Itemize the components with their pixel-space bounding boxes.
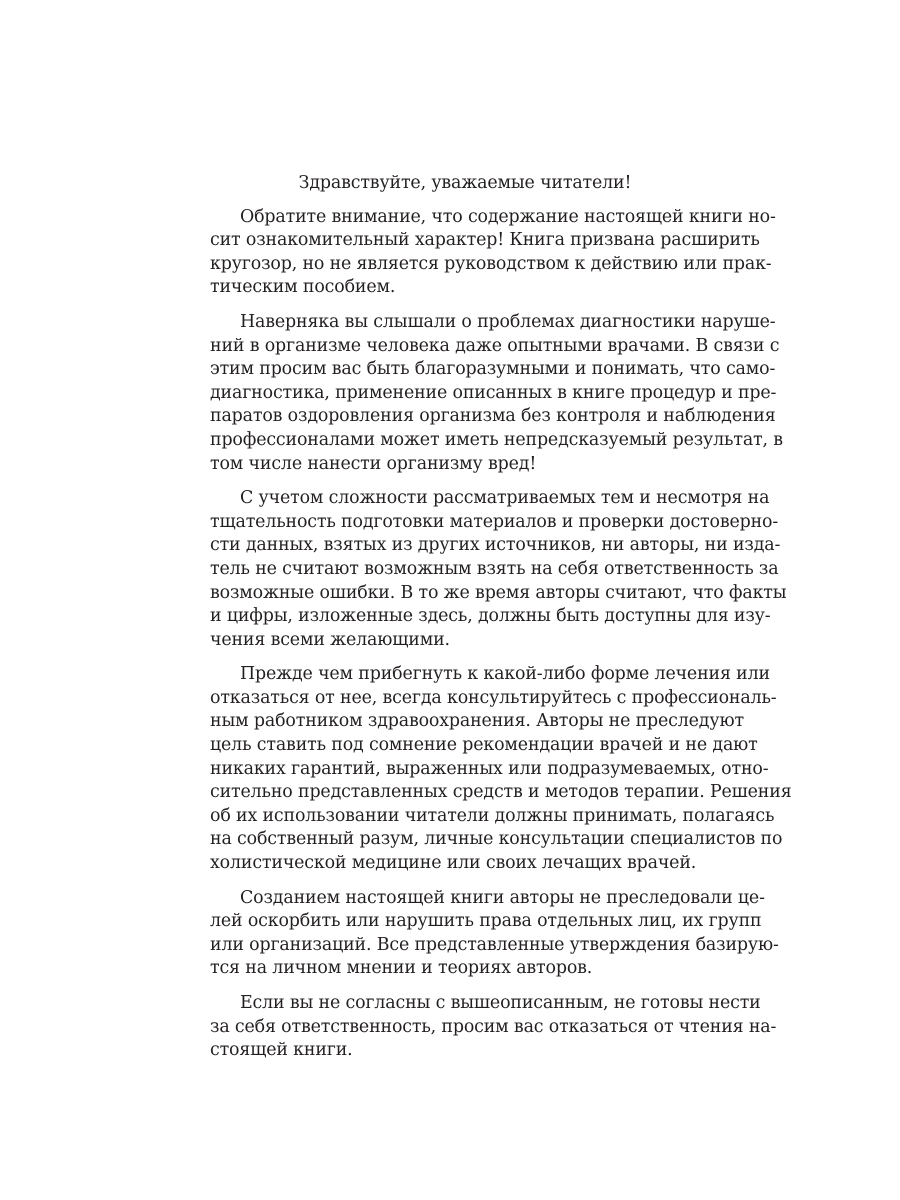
text-line: Прежде чем прибегнуть к какой-либо форме лечения или (240, 664, 770, 685)
text-line: цель ставить под сомнение рекомендации врачей и не дают (210, 735, 758, 756)
text-line: С учетом сложности рассматриваемых тем и несмотря на (240, 488, 770, 509)
text-line: профессионалами может иметь непредсказуемый результат, в (210, 429, 783, 450)
text-line: и цифры, изложенные здесь, должны быть доступны для изу- (210, 606, 771, 627)
paragraph-consult-professional (210, 663, 792, 875)
text-line: возможные ошибки. В то же время авторы считают, что факты (210, 582, 787, 603)
text-line: никаких гарантий, выраженных или подразумеваемых, отно- (210, 758, 769, 779)
text-line: ным работником здравоохранения. Авторы не преследуют (210, 711, 744, 732)
text-line: Обратите внимание, что содержание настоящей книги но- (240, 206, 776, 227)
text-line: тель не считают возможным взять на себя ответственность за (210, 558, 779, 579)
page-heading: Здравствуйте, уважаемые читатели! (298, 173, 632, 193)
text-line: отказаться от нее, всегда консультируйтесь с профессиональ- (210, 687, 777, 708)
text-line: на собственный разум, личные консультации специалистов по (210, 829, 783, 850)
text-line: тическим пособием. (210, 277, 396, 298)
text-line: сит ознакомительный характер! Книга призвана расширить (210, 230, 760, 251)
text-line: Наверняка вы слышали о проблемах диагностики наруше- (240, 311, 776, 332)
text-line: об их использовании читатели должны принимать, полагаясь (210, 805, 775, 826)
paragraph-no-offense (210, 887, 779, 981)
text-line: Если вы не согласны с вышеописанным, не готовы нести (240, 993, 761, 1013)
text-line: этим просим вас быть благоразумными и понимать, что само- (210, 359, 776, 380)
text-line: кругозор, но не является руководством к действию или прак- (210, 253, 772, 274)
text-line: или организаций. Все представленные утверждения базирую- (210, 934, 779, 955)
text-line: тся на личном мнении и теориях авторов. (210, 958, 593, 979)
text-line: сительно представленных средств и методов терапии. Решения (210, 782, 792, 803)
paragraph-diagnostics-warning (210, 311, 783, 476)
text-line: холистической медицине или своих лечащих врачей. (210, 853, 697, 874)
text-line: сти данных, взятых из других источников, ни авторы, ни изда- (210, 535, 781, 556)
text-line: стоящей книги. (210, 1040, 353, 1061)
text-line: за себя ответственность, просим вас отказаться от чтения на- (210, 1016, 777, 1037)
text-line: паратов оздоровления организма без контроля и наблюдения (210, 406, 776, 427)
text-line: диагностика, применение описанных в книге процедур и пре- (210, 382, 777, 403)
text-line: Созданием настоящей книги авторы не преследовали це- (240, 887, 765, 908)
text-line: тщательность подготовки материалов и проверки достоверно- (210, 511, 779, 532)
text-line: лей оскорбить или нарушить права отдельных лиц, их групп (210, 911, 762, 932)
book-page (210, 172, 792, 1074)
text-line: том числе нанести организму вред! (210, 453, 537, 474)
paragraph-disclaimer-intro (210, 206, 776, 300)
paragraph-responsibility (210, 487, 787, 652)
text-line: ний в организме человека даже опытными врачами. В связи с (210, 335, 780, 356)
paragraph-refuse-reading (210, 992, 777, 1063)
text-line: чения всеми желающими. (210, 629, 450, 650)
